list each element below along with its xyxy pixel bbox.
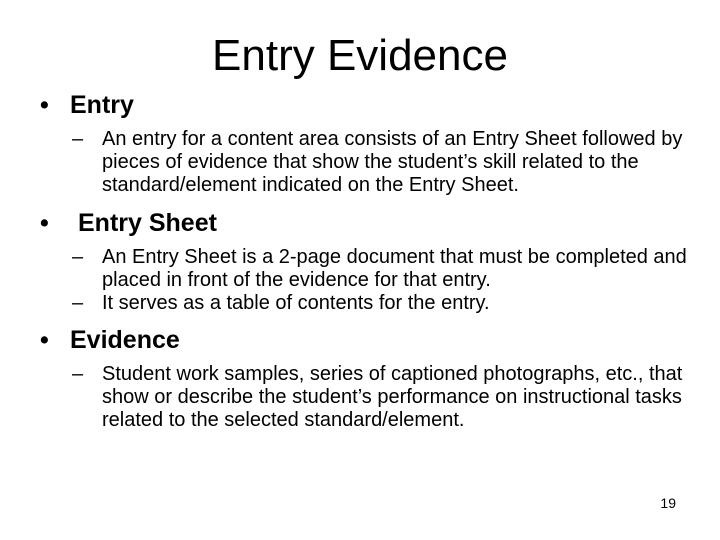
list-item: – An entry for a content area consists of an Entry Sheet followed by pieces of evidence that show the student’s skill related to the standard/element indicated on the Entry Sheet. <box>72 128 683 196</box>
dash-marker: – <box>72 128 84 150</box>
page-number: 19 <box>660 495 676 511</box>
section-heading: Entry Sheet <box>78 209 217 237</box>
section-evidence <box>40 325 690 432</box>
bullet-dot: • <box>40 326 49 354</box>
section-heading: Entry <box>70 91 134 119</box>
list-item: – It serves as a table of contents for the entry. <box>72 292 490 314</box>
bullet-dot: • <box>40 91 49 119</box>
list-item: – Student work samples, series of captioned photographs, etc., that show or describe the student’s performance on instructional tasks related to the selected standard/element. <box>72 363 683 431</box>
dash-marker: – <box>72 363 84 385</box>
section-entry <box>40 90 690 197</box>
list-item: – An Entry Sheet is a 2-page document that must be completed and placed in front of the evidence for that entry. <box>72 246 687 291</box>
section-entry-sheet <box>40 208 690 315</box>
bullet-list <box>40 90 690 432</box>
slide-title: Entry Evidence <box>212 31 508 80</box>
dash-marker: – <box>72 292 84 314</box>
section-heading: Evidence <box>70 326 180 354</box>
bullet-dot: • <box>40 209 49 237</box>
dash-marker: – <box>72 246 84 268</box>
